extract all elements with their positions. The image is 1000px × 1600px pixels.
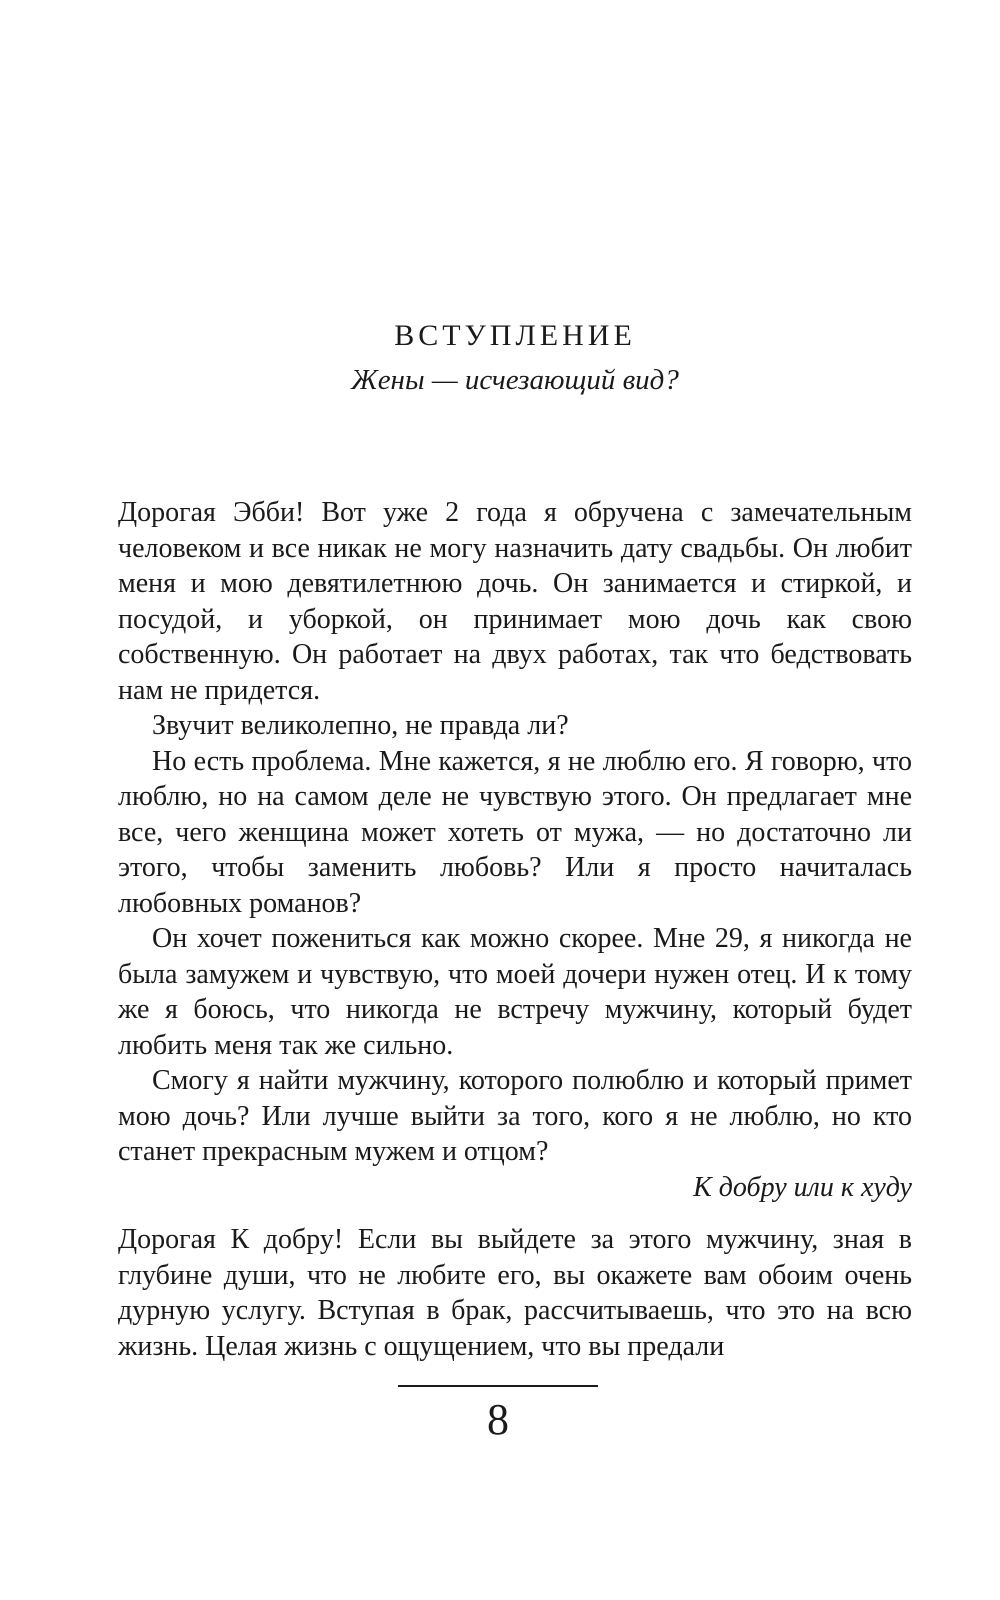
letter-paragraph-1: Дорогая Эбби! Вот уже 2 года я обручена с замечательным человеком и все никак не могу назначить дату свадьбы. Он любит меня и мою девятилетнюю дочь. Он занимается и стиркой, и посудой, и уборкой, он принимает мою дочь как свою собственную. Он работает на двух работах, так что бедствовать нам не придется. [118,497,912,706]
columnist-reply [118,1222,912,1364]
letter-paragraph-4: Он хочет пожениться как можно скорее. Мне 29, я никогда не была замужем и чувствую, что моей дочери нужен отец. И к тому же я боюсь, что никогда не встречу мужчину, который будет любить меня так же сильно. [118,923,912,1061]
letter-paragraph-5: Смогу я найти мужчину, которого полюблю и который примет мою дочь? Или лучше выйти за того, кого я не люблю, но кто станет прекрасным мужем и отцом? [118,1065,912,1167]
letter-signature: К добру или к худу [693,1171,912,1203]
letter-paragraph-3: Но есть проблема. Мне кажется, я не люблю его. Я говорю, что люблю, но на самом деле не чувствую этого. Он предлагает мне все, чего женщина может хотеть от мужа, — но достаточно ли этого, чтобы заменить любовь? Или я просто начиталась любовных романов? [118,745,912,919]
book-page [118,0,912,1600]
reader-letter [118,495,912,1205]
page-number: 8 [487,1395,509,1444]
reply-paragraph-1: Дорогая К добру! Если вы выйдете за этого мужчину, зная в глубине души, что не любите его, вы окажете вам обоим очень дурную услугу. Вступая в брак, рассчитываешь, что это на всю жизнь. Целая жизнь с ощущением, что вы предали [118,1224,912,1362]
chapter-title: ВСТУПЛЕНИЕ [394,319,636,352]
letter-paragraph-2: Звучит великолепно, не правда ли? [152,710,569,741]
footer-rule [398,1385,598,1387]
chapter-subtitle: Жены — исчезающий вид? [351,364,679,396]
